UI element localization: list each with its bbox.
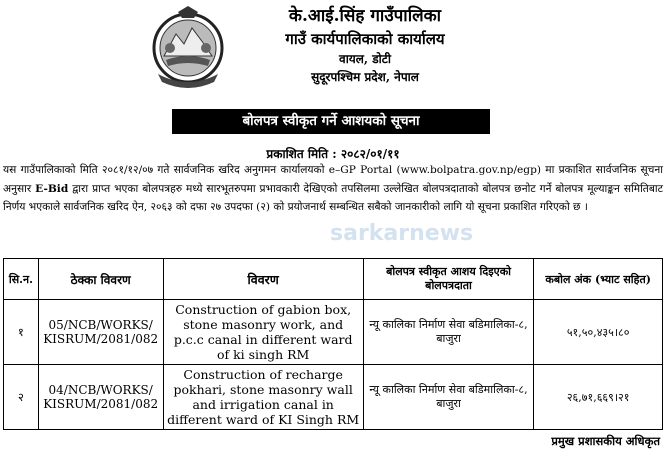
cell-amount: २६,७१,६६९।२१	[534, 365, 663, 430]
cell-description: Construction of recharge pokhari, stone masonry wall and irrigation canal in different ward of KI Singh RM	[163, 365, 363, 430]
cell-sn: १	[4, 300, 39, 365]
header-bidder: बोलपत्र स्वीकृत आशय दिइएको बोलपत्रदाता	[363, 259, 534, 300]
notice-body-part2: द्वारा प्राप्त भएका बोलपत्रहरु मध्ये सारभूतरुपमा प्रभावकारी देखिएको तपसिलमा उल्लेखित बोलपत्रदाताको बोलपत्र छनोट गर्ने बोलपत्र मूल्याङ्कन समितिबाट निर्णय भएकाले सार्वजनिक खरिद ऐन, २०६३ को दफा २७ उपदफा (२) को प्रयोजनार्थ सम्बन्धित सबैको जानकारीको लागि यो सूचना प्रकाशित गरिएको छ ।	[3, 182, 663, 214]
province-name: सुदूरपश्चिम प्रदेश, नेपाल	[311, 70, 419, 84]
header-contract: ठेक्का विवरण	[38, 259, 163, 300]
cell-description: Construction of gabion box, stone masonry work, and p.c.c canal in different ward of ki singh RM	[163, 300, 363, 365]
ebid-term: E-Bid	[35, 182, 69, 195]
notice-title: बोलपत्र स्वीकृत गर्ने आशयको सूचना	[172, 109, 490, 134]
table-row	[4, 365, 663, 430]
cell-bidder: न्यू कालिका निर्माण सेवा बडिमालिका-८, बाजुरा	[363, 300, 534, 365]
table-header-row	[4, 259, 663, 300]
cell-bidder: न्यू कालिका निर्माण सेवा बडिमालिका-८, बाजुरा	[363, 365, 534, 430]
cell-amount: ५१,५०,४३५।८०	[534, 300, 663, 365]
header-description: विवरण	[163, 259, 363, 300]
header-amount: कबोल अंक (भ्याट सहित)	[534, 259, 663, 300]
nepal-emblem-icon	[148, 4, 228, 92]
office-title-block	[220, 4, 510, 86]
office-location: वायल, डोटी	[339, 52, 391, 66]
notice-body	[3, 161, 663, 217]
cell-contract: 04/NCB/WORKS/ KISRUM/2081/082	[38, 365, 163, 430]
header-sn: सि.न.	[4, 259, 39, 300]
cell-sn: २	[4, 365, 39, 430]
cell-contract: 05/NCB/WORKS/ KISRUM/2081/082	[38, 300, 163, 365]
published-date: प्रकाशित मिति : २०८२/०१/११	[266, 147, 400, 161]
notice-body-part1: यस गाउँपालिकाको मिति २०८१/१२/०७ गते सार्वजनिक खरिद अनुगमन कार्यालयको e–GP Portal (www.bolpatra.gov.np/egp) मा प्रकाशित सार्वजनिक सूचना अनुसार	[3, 164, 663, 195]
letterhead	[0, 0, 666, 100]
table-row	[4, 300, 663, 365]
signature-title: प्रमुख प्रशासकीय अधिकृत	[551, 434, 660, 448]
municipality-name: के.आई.सिंह गाउँपालिका	[288, 6, 442, 26]
office-name: गाउँ कार्यपालिकाको कार्यालय	[285, 30, 445, 48]
contract-table	[3, 258, 663, 430]
watermark: sarkarnews	[330, 221, 474, 246]
